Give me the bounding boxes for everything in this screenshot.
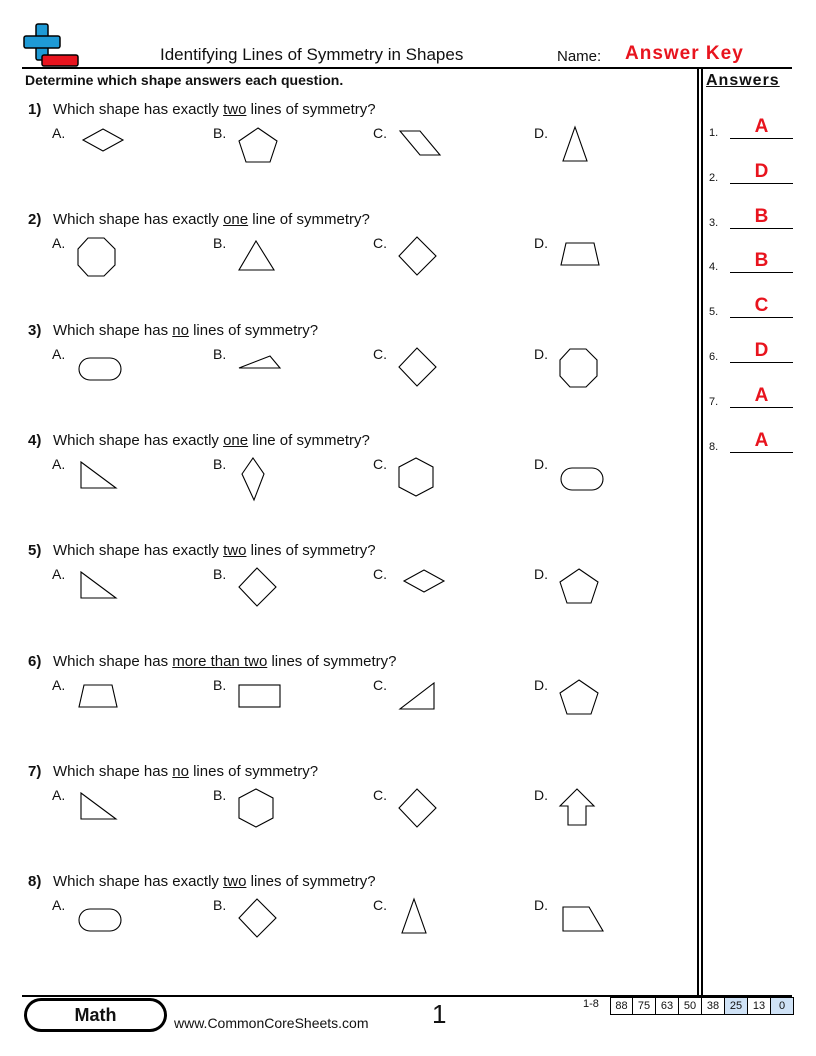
option-c — [373, 787, 523, 867]
right-triangle-shape-icon — [77, 787, 127, 837]
question-keyword: no — [172, 321, 189, 339]
stadium-shape-icon — [77, 346, 127, 396]
option-a — [52, 897, 202, 977]
hexagon-shape-icon — [398, 456, 448, 506]
question-text-post: lines of symmetry? — [267, 652, 397, 670]
answer-value: A — [754, 429, 769, 451]
option-label: C. — [373, 786, 387, 803]
pentagon-shape-icon — [559, 677, 609, 727]
score-range: 1-8 — [583, 998, 599, 1010]
arrow-up-shape-icon — [559, 787, 609, 837]
site-url: www.CommonCoreSheets.com — [174, 1015, 369, 1031]
option-label: D. — [534, 786, 548, 803]
question-number: 4) — [28, 431, 42, 449]
question-keyword: two — [223, 873, 247, 891]
option-d — [534, 787, 684, 867]
option-label: B. — [213, 566, 227, 583]
score-cell: 38 — [702, 997, 725, 1015]
answer-value: A — [754, 384, 769, 406]
option-label: B. — [213, 235, 227, 252]
option-d — [534, 346, 684, 426]
answer-number: 2. — [709, 171, 719, 184]
instructions: Determine which shape answers each question. — [25, 72, 344, 88]
option-c — [373, 235, 523, 315]
question-text-pre: Which shape has exactly — [53, 873, 224, 891]
question-keyword: two — [223, 101, 247, 118]
answer-row — [709, 339, 793, 363]
question-text-post: lines of symmetry? — [246, 873, 376, 891]
option-d — [534, 125, 684, 205]
option-b — [213, 566, 363, 646]
option-a — [52, 677, 202, 757]
question-text-post: line of symmetry? — [248, 211, 370, 229]
plus-minus-logo-icon — [22, 22, 80, 68]
question-number: 7) — [28, 762, 42, 780]
option-b — [213, 456, 363, 536]
kite-shape-icon — [238, 456, 288, 506]
answer-number: 3. — [709, 216, 719, 229]
option-label: C. — [373, 676, 387, 693]
answer-number: 1. — [709, 127, 719, 139]
octagon-shape-icon — [77, 235, 127, 285]
option-label: A. — [52, 455, 66, 472]
page-number: 1 — [432, 999, 447, 1029]
question-number: 8) — [28, 873, 42, 891]
equilateral-triangle-shape-icon — [238, 235, 288, 285]
answer-number: 5. — [709, 306, 719, 319]
square-rotated-shape-icon — [398, 787, 448, 837]
answer-row — [709, 115, 793, 139]
isosceles-triangle-shape-icon — [559, 125, 609, 175]
question-text-pre: Which shape has — [53, 652, 173, 670]
option-c — [373, 677, 523, 757]
answer-row — [709, 294, 793, 318]
stadium-shape-icon — [559, 456, 609, 506]
option-b — [213, 677, 363, 757]
option-b — [213, 787, 363, 867]
option-d — [534, 456, 684, 536]
answer-row — [709, 429, 793, 453]
question-keyword: one — [223, 431, 249, 449]
score-cell: 0 — [771, 997, 794, 1015]
question-text-post: lines of symmetry? — [246, 101, 376, 118]
pentagon-shape-icon — [559, 566, 609, 616]
score-table — [610, 997, 794, 1015]
worksheet-title: Identifying Lines of Symmetry in Shapes — [160, 45, 464, 64]
answer-line — [730, 228, 793, 229]
option-label: A. — [52, 897, 66, 914]
option-label: C. — [373, 125, 387, 141]
question-text-post: line of symmetry? — [248, 431, 370, 449]
question-number: 2) — [28, 211, 42, 229]
right-triangle-flipped-shape-icon — [398, 677, 448, 727]
scalene-triangle-shape-icon — [238, 346, 288, 396]
option-label: A. — [52, 676, 66, 693]
question-7 — [0, 763, 700, 873]
option-c — [373, 125, 523, 205]
diamond-wide-shape-icon — [77, 125, 127, 175]
score-cell: 75 — [633, 997, 656, 1015]
square-rotated-shape-icon — [398, 346, 448, 396]
option-b — [213, 235, 363, 315]
question-8 — [0, 873, 700, 983]
option-c — [373, 566, 523, 646]
option-label: C. — [373, 235, 387, 252]
answer-row — [709, 205, 793, 229]
answer-value: D — [754, 160, 769, 182]
parallelogram-shape-icon — [398, 125, 448, 175]
question-text — [28, 211, 370, 228]
square-rotated-shape-icon — [238, 897, 288, 947]
option-label: B. — [213, 897, 227, 914]
option-a — [52, 125, 202, 205]
question-text — [28, 432, 370, 449]
answer-value: B — [754, 205, 769, 227]
option-b — [213, 346, 363, 426]
question-keyword: one — [223, 211, 249, 229]
diamond-wide-shape-icon — [398, 566, 448, 616]
option-label: D. — [534, 566, 548, 583]
question-text — [28, 101, 376, 118]
isosceles-triangle-shape-icon — [398, 897, 448, 947]
question-6 — [0, 653, 700, 763]
option-d — [534, 235, 684, 315]
answer-value: A — [754, 116, 769, 137]
question-number: 6) — [28, 652, 42, 670]
answer-number: 4. — [709, 261, 719, 274]
option-label: C. — [373, 897, 387, 914]
trapezoid-shape-icon — [559, 235, 609, 285]
answers-title: Answers — [706, 72, 780, 89]
option-label: B. — [213, 455, 227, 472]
option-a — [52, 456, 202, 536]
answer-line — [730, 362, 793, 363]
option-c — [373, 897, 523, 977]
option-c — [373, 346, 523, 426]
question-text-pre: Which shape has — [53, 321, 173, 339]
option-label: A. — [52, 235, 66, 252]
octagon-shape-icon — [559, 346, 609, 396]
question-text-pre: Which shape has exactly — [53, 431, 224, 449]
option-label: A. — [52, 566, 66, 583]
option-label: D. — [534, 676, 548, 693]
name-label: Name: — [557, 48, 602, 65]
question-text-post: lines of symmetry? — [188, 321, 319, 339]
subject-label: Math — [27, 1001, 164, 1029]
answer-line — [730, 317, 793, 318]
option-d — [534, 566, 684, 646]
question-text-post: lines of symmetry? — [188, 762, 319, 780]
option-label: D. — [534, 125, 548, 141]
score-cell: 88 — [610, 997, 633, 1015]
right-triangle-shape-icon — [77, 456, 127, 506]
question-text — [28, 873, 376, 890]
option-label: B. — [213, 345, 227, 362]
answer-line — [730, 272, 793, 273]
question-text — [28, 653, 396, 670]
answer-value: C — [754, 295, 769, 317]
question-keyword: no — [172, 762, 189, 780]
question-2 — [0, 211, 700, 321]
question-4 — [0, 432, 700, 542]
question-text-pre: Which shape has exactly — [53, 542, 224, 560]
question-number: 5) — [28, 542, 42, 560]
option-label: A. — [52, 125, 66, 141]
option-b — [213, 125, 363, 205]
option-label: B. — [213, 676, 227, 693]
option-d — [534, 897, 684, 977]
question-text-pre: Which shape has — [53, 762, 173, 780]
question-keyword: two — [223, 542, 247, 560]
score-cell: 13 — [748, 997, 771, 1015]
hexagon-shape-icon — [238, 787, 288, 837]
option-label: B. — [213, 125, 227, 141]
answer-value: D — [754, 340, 769, 361]
option-b — [213, 897, 363, 977]
option-a — [52, 235, 202, 315]
question-3 — [0, 322, 700, 432]
answer-line — [730, 138, 793, 139]
question-text — [28, 542, 376, 559]
option-a — [52, 787, 202, 867]
option-label: A. — [52, 786, 66, 803]
answer-row — [709, 160, 793, 184]
option-a — [52, 346, 202, 426]
question-text-pre: Which shape has exactly — [53, 211, 224, 229]
question-1 — [0, 101, 700, 211]
question-text — [28, 322, 318, 339]
option-label: D. — [534, 345, 548, 362]
option-label: C. — [373, 345, 387, 362]
answer-number: 8. — [709, 440, 719, 453]
trapezoid-shape-icon — [77, 677, 127, 727]
score-cell: 50 — [679, 997, 702, 1015]
answer-line — [730, 183, 793, 184]
header-divider — [22, 67, 792, 69]
pentagon-shape-icon — [238, 125, 288, 175]
answer-column-divider-inner — [701, 67, 703, 996]
option-label: C. — [373, 455, 387, 472]
question-text-post: lines of symmetry? — [246, 542, 376, 560]
option-label: C. — [373, 566, 387, 583]
square-rotated-shape-icon — [238, 566, 288, 616]
question-number: 3) — [28, 321, 42, 339]
right-trapezoid-shape-icon — [559, 897, 609, 947]
answer-number: 7. — [709, 395, 719, 408]
question-text-pre: Which shape has exactly — [53, 101, 224, 118]
answer-line — [730, 452, 793, 453]
stadium-shape-icon — [77, 897, 127, 947]
answer-value: B — [754, 250, 769, 272]
option-label: D. — [534, 897, 548, 914]
score-cell: 63 — [656, 997, 679, 1015]
option-label: A. — [52, 345, 66, 362]
score-cell: 25 — [725, 997, 748, 1015]
option-label: D. — [534, 235, 548, 252]
option-a — [52, 566, 202, 646]
option-label: B. — [213, 786, 227, 803]
option-label: D. — [534, 455, 548, 472]
question-keyword: more than two — [172, 652, 268, 670]
answer-key-label: Answer Key — [625, 43, 744, 64]
answer-row — [709, 384, 793, 408]
answer-line — [730, 407, 793, 408]
answer-row — [709, 249, 793, 273]
rectangle-shape-icon — [238, 677, 288, 727]
question-5 — [0, 542, 700, 652]
question-number: 1) — [28, 101, 42, 118]
square-rotated-shape-icon — [398, 235, 448, 285]
question-text — [28, 763, 318, 780]
option-c — [373, 456, 523, 536]
right-triangle-shape-icon — [77, 566, 127, 616]
option-d — [534, 677, 684, 757]
answer-number: 6. — [709, 351, 719, 363]
subject-badge — [24, 998, 167, 1032]
